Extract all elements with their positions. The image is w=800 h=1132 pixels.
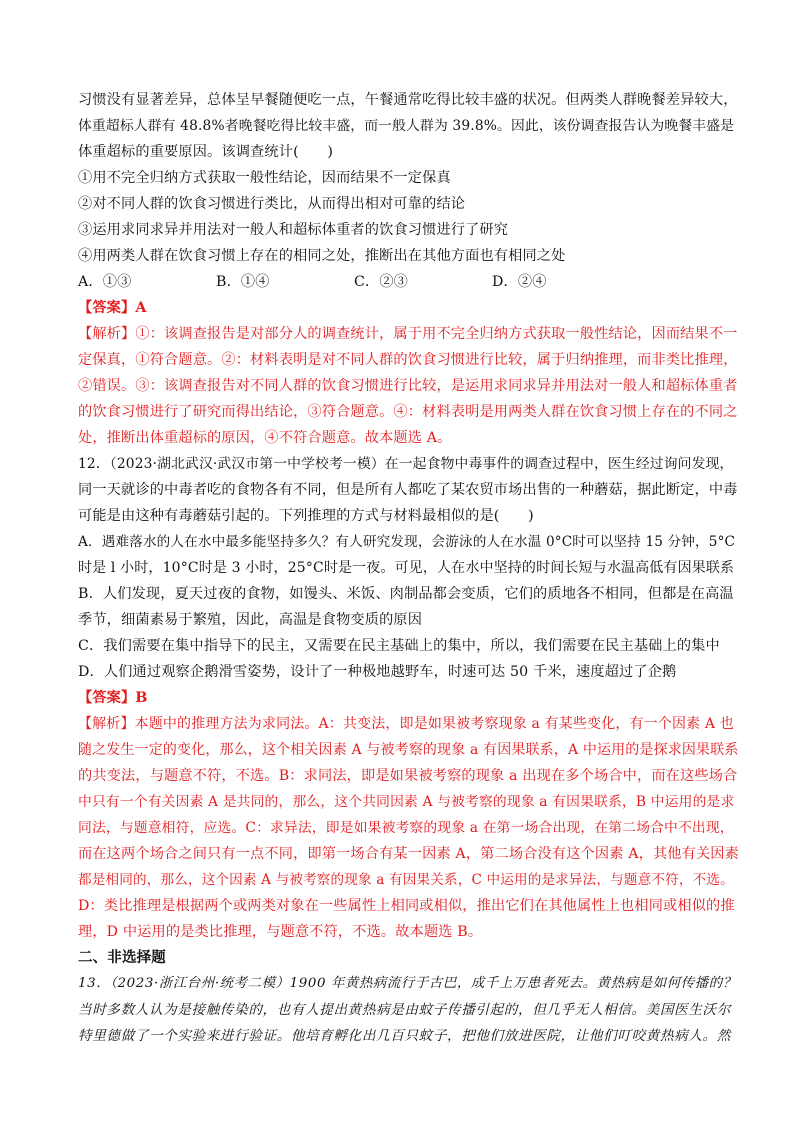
q12-analysis-line-5: 同法，与题意相符，应选。C：求异法，即是如果被考察的现象 a 在第一场合出现，在第二场合中不出现， xyxy=(78,820,734,836)
q11-analysis-line-5: 处，推断出体重超标的原因，④不符合题意。故本题选 A。 xyxy=(78,430,452,446)
q11-option-c: C．②③ xyxy=(354,274,409,290)
q11-analysis-line-2: 定保真，①符合题意。②：材料表明是对不同人群的饮食习惯进行比较，属于归纳推理，而非类比推理， xyxy=(78,352,738,368)
q12-option-b-line-1: B．人们发现，夏天过夜的食物，如馒头、米饭、肉制品都会变质，它们的质地各不相同，但都是在高温 xyxy=(78,586,734,602)
q12-option-c: C．我们需要在集中指导下的民主，又需要在民主基础上的集中，所以，我们需要在民主基础上的集中 xyxy=(78,638,720,654)
q11-statement-1: ①用不完全归纳方式获取一般性结论，因而结果不一定保真 xyxy=(78,170,451,186)
q11-option-a: A．①③ xyxy=(78,274,132,290)
q11-stem-line-2: 体重超标人群有 48.8%者晚餐吃得比较丰盛，而一般人群为 39.8%。因此，该份调查报告认为晚餐丰盛是 xyxy=(78,118,735,134)
q12-option-a-line-2: 时是 l 小时，10°C时是 3 小时，25°C时是一夜。可见，人在水中坚持的时间长短与水温高低有因果联系 xyxy=(78,560,735,576)
q12-option-d: D．人们通过观察企鹅滑雪姿势，设计了一种极地越野车，时速可达 50 千米，速度超过了企鹅 xyxy=(78,664,677,680)
q13-stem-line-3: 特里德做了一个实验来进行验证。他培育孵化出几百只蚊子，把他们放进医院，让他们叮咬黄热病人。然 xyxy=(78,1028,731,1044)
q11-option-d: D．②④ xyxy=(492,274,547,290)
q12-stem-line-1: 12．（2023·湖北武汉·武汉市第一中学校考一模）在一起食物中毒事件的调查过程中，医生经过询问发现， xyxy=(78,456,734,472)
q12-stem-line-2: 同一天就诊的中毒者吃的食物各有不同，但是所有人都吃了某农贸市场出售的一种蘑菇，据此断定，中毒 xyxy=(78,482,738,498)
q12-analysis-line-7: 都是相同的，那么，这个因素 A 与被考察的现象 a 有因果关系，C 中运用的是求异法，与题意不符，不选。 xyxy=(78,872,734,888)
q11-statement-4: ④用两类人群在饮食习惯上存在的相同之处，推断出在其他方面也有相同之处 xyxy=(78,248,566,264)
q12-analysis-line-1: 【解析】本题中的推理方法为求同法。A：共变法，即是如果被考察现象 a 有某些变化，有一个因素 A 也 xyxy=(78,716,734,732)
q11-statement-3: ③运用求同求异并用法对一般人和超标体重者的饮食习惯进行了研究 xyxy=(78,222,509,238)
q12-stem-line-3: 可能是由这种有毒蘑菇引起的。下列推理的方式与材料最相似的是( ) xyxy=(78,508,534,524)
q12-analysis-line-3: 的共变法，与题意不符，不选。B：求同法，即是如果被考察的现象 a 出现在多个场合中，而在这些场合 xyxy=(78,768,738,784)
q12-analysis-line-4: 中只有一个有关因素 A 是共同的，那么，这个共同因素 A 与被考察的现象 a 有因果联系，B 中运用的是求 xyxy=(78,794,735,810)
section-heading: 二、非选择题 xyxy=(78,950,166,966)
q11-option-b: B．①④ xyxy=(216,274,270,290)
q13-stem-line-2: 当时多数人认为是接触传染的，也有人提出黄热病是由蚊子传播引起的，但几乎无人相信。美国医生沃尔 xyxy=(78,1002,731,1018)
q12-option-a-line-1: A．遇难落水的人在水中最多能坚持多久？有人研究发现，会游泳的人在水温 0°C时可以坚持 15 分钟，5°C xyxy=(78,534,736,550)
q11-analysis-line-3: ②错误。③：该调查报告对不同人群的饮食习惯进行比较，是运用求同求异并用法对一般人和超标体重者 xyxy=(78,378,738,394)
q12-analysis-line-6: 而在这两个场合之间只有一点不同，即第一场合有某一因素 A，第二场合没有这个因素 A，其他有关因素 xyxy=(78,846,739,862)
q11-statement-2: ②对不同人群的饮食习惯进行类比，从而得出相对可靠的结论 xyxy=(78,196,466,212)
q11-stem-line-3: 体重超标的重要原因。该调查统计( ) xyxy=(78,144,334,160)
q11-stem-line-1: 习惯没有显著差异，总体呈早餐随便吃一点，午餐通常吃得比较丰盛的状况。但两类人群晚餐差异较大， xyxy=(78,92,738,108)
q12-analysis-line-8: D：类比推理是根据两个或两类对象在一些属性上相同或相似，推出它们在其他属性上也相同或相似的推 xyxy=(78,898,735,914)
q11-analysis-line-1: 【解析】①：该调查报告是对部分人的调查统计，属于用不完全归纳方式获取一般性结论，因而结果不一 xyxy=(78,326,738,342)
q12-analysis-line-2: 随之发生一定的变化，那么，这个相关因素 A 与被考察的现象 a 有因果联系，A 中运用的是探求因果联系 xyxy=(78,742,739,758)
q11-analysis-line-4: 的饮食习惯进行了研究而得出结论，③符合题意。④：材料表明是用两类人群在饮食习惯上存在的不同之 xyxy=(78,404,738,420)
q12-analysis-line-9: 理，D 中运用的是类比推理，与题意不符，不选。故本题选 B。 xyxy=(78,924,483,940)
q11-answer: 【答案】A xyxy=(78,300,147,316)
q12-option-b-line-2: 季节，细菌素易于繁殖，因此，高温是食物变质的原因 xyxy=(78,612,423,628)
q13-stem-line-1: 13．（2023·浙江台州·统考二模）1900 年黄热病流行于古巴，成千上万患者死去。黄热病是如何传播的？ xyxy=(78,976,737,991)
q12-answer: 【答案】B xyxy=(78,690,148,706)
